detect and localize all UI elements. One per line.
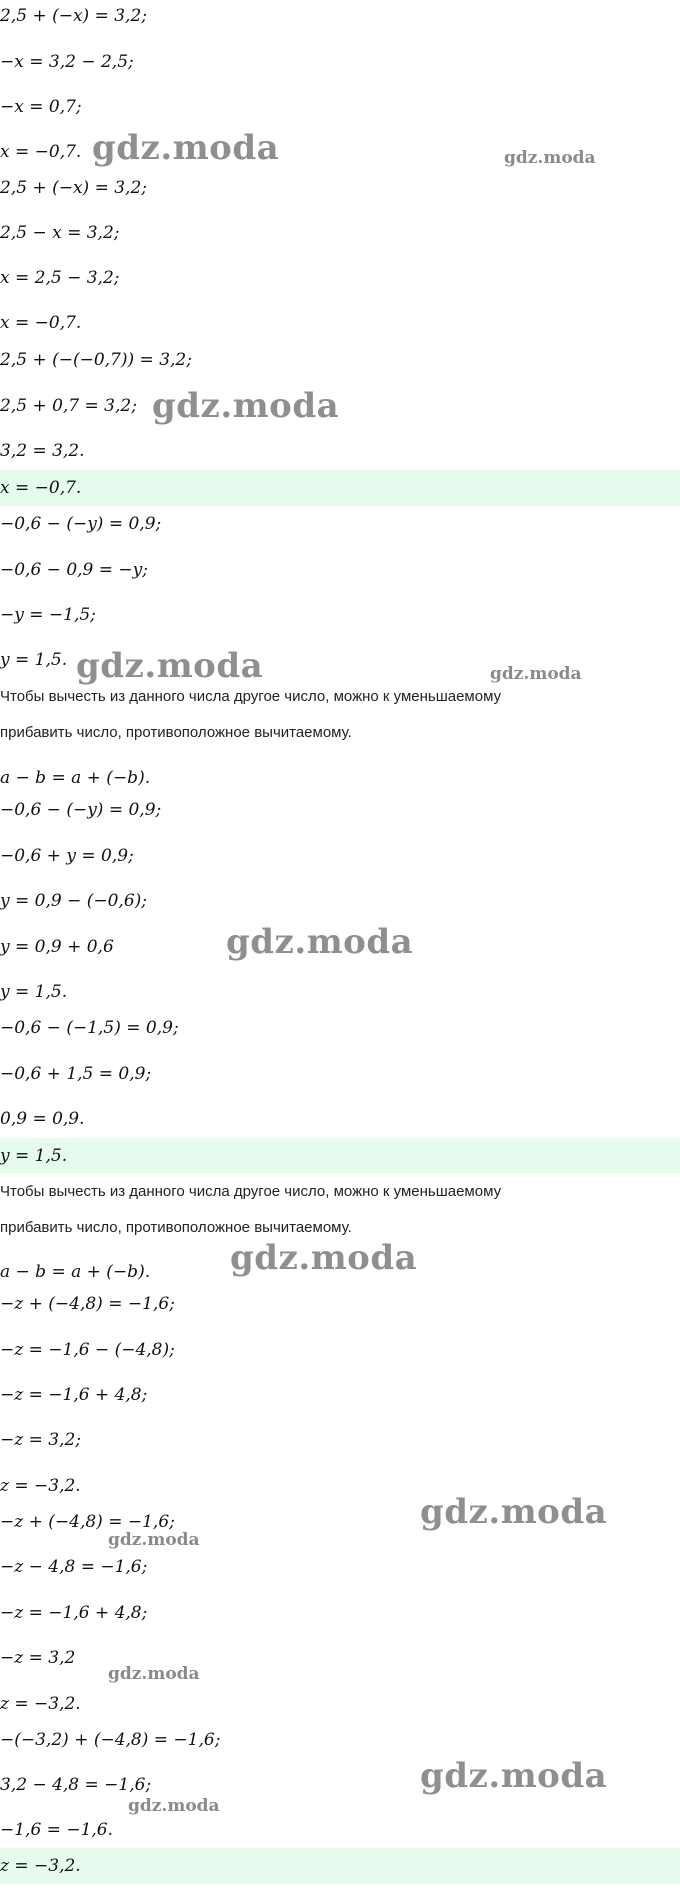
equation-line: −0,6 − 0,9 = −y; <box>0 560 148 580</box>
check-line: −1,6 = −1,6. <box>0 1820 114 1840</box>
equation-line: −y = −1,5; <box>0 605 96 625</box>
answer-highlight <box>0 470 680 506</box>
rule-formula: a − b = a + (−b). <box>0 1262 151 1282</box>
equation-line: −z = −1,6 + 4,8; <box>0 1603 148 1623</box>
answer-text: z = −3,2. <box>0 1856 81 1876</box>
equation-line: y = 0,9 + 0,6 <box>0 937 114 957</box>
answer-highlight <box>0 1138 680 1174</box>
watermark: gdz.moda <box>76 646 264 686</box>
check-line: 2,5 + (−(−0,7)) = 3,2; <box>0 350 192 370</box>
equation-line: −0,6 + y = 0,9; <box>0 846 134 866</box>
equation-line: 2,5 + (−x) = 3,2; <box>0 178 147 198</box>
equation-line: z = −3,2. <box>0 1694 81 1714</box>
check-line: 3,2 = 3,2. <box>0 441 85 461</box>
watermark: gdz.moda <box>226 922 414 962</box>
equation-line: −z = 3,2 <box>0 1648 76 1668</box>
equation-line: −0,6 − (−y) = 0,9; <box>0 514 162 534</box>
equation-line: y = 0,9 − (−0,6); <box>0 891 148 911</box>
watermark: gdz.moda <box>420 1756 608 1796</box>
rule-text: прибавить число, противоположное вычитаемому. <box>0 724 352 741</box>
answer-text: x = −0,7. <box>0 478 82 498</box>
watermark: gdz.moda <box>504 148 596 168</box>
check-line: −(−3,2) + (−4,8) = −1,6; <box>0 1730 221 1750</box>
equation-line: −x = 0,7; <box>0 97 82 117</box>
equation-line: −0,6 − (−y) = 0,9; <box>0 800 162 820</box>
equation-line: −z + (−4,8) = −1,6; <box>0 1512 175 1532</box>
equation-line: x = −0,7. <box>0 142 82 162</box>
watermark: gdz.moda <box>490 664 582 684</box>
equation-line: x = 2,5 − 3,2; <box>0 268 120 288</box>
equation-line: y = 1,5. <box>0 982 68 1002</box>
answer-highlight <box>0 1848 680 1884</box>
rule-text: Чтобы вычесть из данного числа другое число, можно к уменьшаемому <box>0 688 502 705</box>
equation-line: −z = −1,6 − (−4,8); <box>0 1340 175 1360</box>
watermark: gdz.moda <box>420 1492 608 1532</box>
check-line: −0,6 − (−1,5) = 0,9; <box>0 1018 179 1038</box>
watermark: gdz.moda <box>108 1664 200 1684</box>
check-line: 2,5 + 0,7 = 3,2; <box>0 396 137 416</box>
check-line: 3,2 − 4,8 = −1,6; <box>0 1775 152 1795</box>
equation-line: x = −0,7. <box>0 313 82 333</box>
rule-formula: a − b = a + (−b). <box>0 768 151 788</box>
rule-text: Чтобы вычесть из данного числа другое число, можно к уменьшаемому <box>0 1183 502 1200</box>
watermark: gdz.moda <box>108 1530 200 1550</box>
equation-line: −z = 3,2; <box>0 1430 82 1450</box>
equation-line: z = −3,2. <box>0 1476 81 1496</box>
rule-text: прибавить число, противоположное вычитаемому. <box>0 1219 352 1236</box>
check-line: −0,6 + 1,5 = 0,9; <box>0 1064 152 1084</box>
answer-text: y = 1,5. <box>0 1146 68 1166</box>
equation-line: 2,5 − x = 3,2; <box>0 223 120 243</box>
equation-line: −x = 3,2 − 2,5; <box>0 52 134 72</box>
watermark: gdz.moda <box>128 1796 220 1816</box>
watermark: gdz.moda <box>230 1238 418 1278</box>
watermark: gdz.moda <box>92 128 280 168</box>
equation-line: −z − 4,8 = −1,6; <box>0 1557 148 1577</box>
equation-line: −z + (−4,8) = −1,6; <box>0 1294 175 1314</box>
equation-line: y = 1,5. <box>0 650 68 670</box>
watermark: gdz.moda <box>152 386 340 426</box>
equation-line: −z = −1,6 + 4,8; <box>0 1385 148 1405</box>
equation-line: 2,5 + (−x) = 3,2; <box>0 6 147 26</box>
check-line: 0,9 = 0,9. <box>0 1109 85 1129</box>
